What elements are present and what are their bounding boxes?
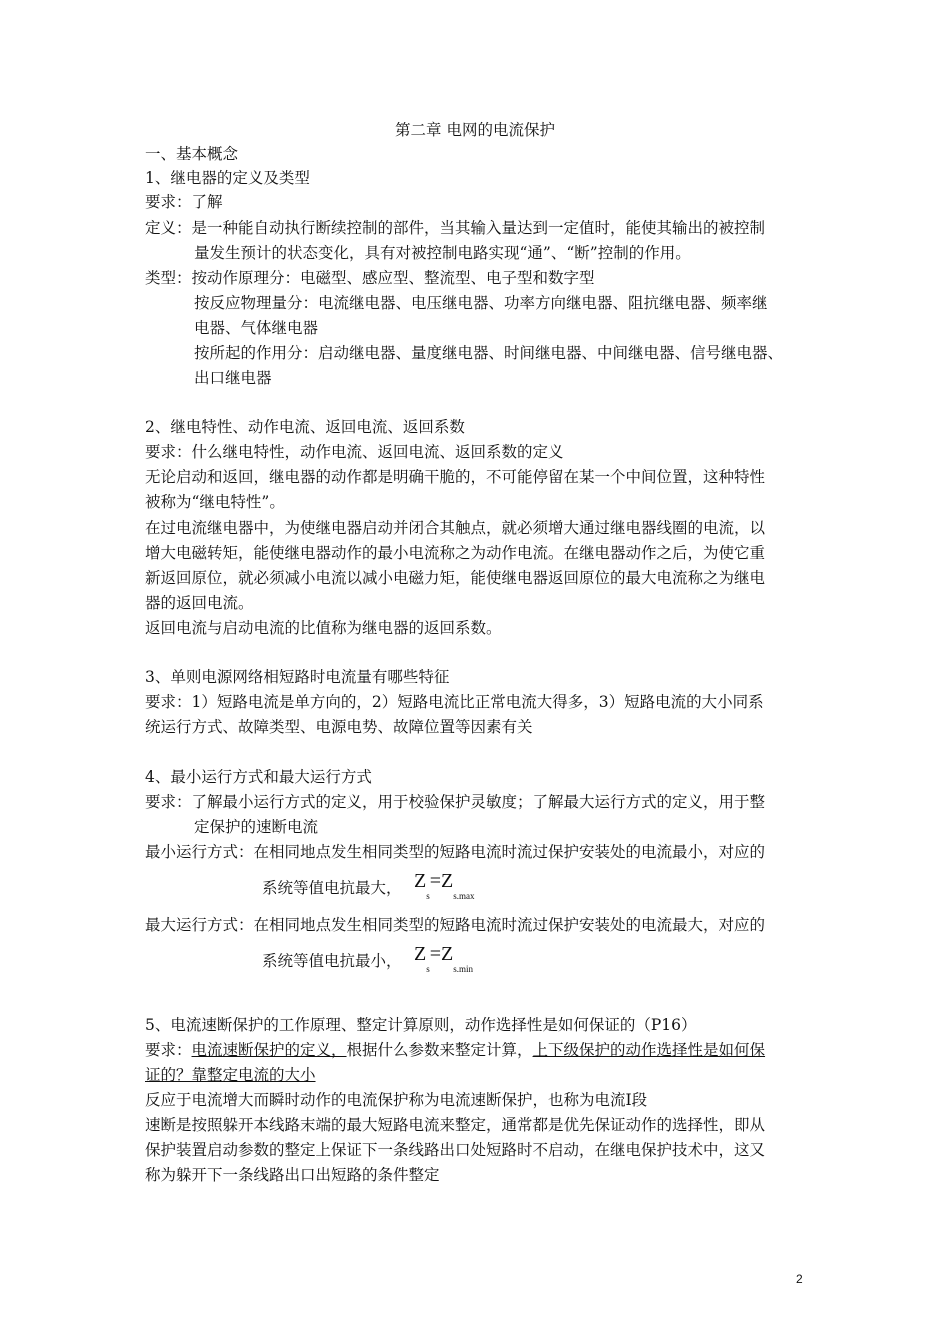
section-5-heading: 5、电流速断保护的工作原理、整定计算原则，动作选择性是如何保证的（P16） [145,1016,697,1034]
paragraph-line: 无论启动和返回，继电器的动作都是明确干脆的，不可能停留在某一个中间位置，这种特性 [145,468,766,486]
type-line-4: 按所起的作用分：启动继电器、量度继电器、时间继电器、中间继电器、信号继电器、 [194,344,784,362]
formula-equals: =Z [429,870,454,892]
formula-symbol: Z [414,870,427,892]
formula-zs-max [414,870,475,901]
min-mode-line-2: 系统等值电抗最大， [262,879,402,897]
section-basic-concepts: 一、基本概念 [145,145,239,163]
type-line-2: 按反应物理量分：电流继电器、电压继电器、功率方向继电器、阻抗继电器、频率继 [194,294,768,312]
section-3-requirement-2: 统运行方式、故障类型、电源电势、故障位置等因素有关 [145,718,533,736]
paragraph-line: 保护装置启动参数的整定上保证下一条线路出口处短路时不启动，在继电保护技术中，这又 [145,1141,766,1159]
paragraph-line: 新返回原位，就必须减小电流以减小电磁力矩，能使继电器返回原位的最大电流称之为继电 [145,569,766,587]
section-2-requirement: 要求：什么继电特性，动作电流、返回电流、返回系数的定义 [145,443,564,461]
definition-line-2: 量发生预计的状态变化，具有对被控制电路实现“通”、“断”控制的作用。 [194,244,691,262]
formula-zs-min [414,943,473,974]
section-4-heading: 4、最小运行方式和最大运行方式 [145,768,372,786]
page-number: 2 [796,1272,803,1286]
definition-line-1: 定义：是一种能自动执行断续控制的部件，当其输入量达到一定值时，能使其输出的被控制 [145,219,766,237]
max-mode-line-2: 系统等值电抗最小， [262,952,402,970]
paragraph-line: 在过电流继电器中，为使继电器启动并闭合其触点，就必须增大通过继电器线圈的电流，以 [145,519,766,537]
section-3-heading: 3、单则电源网络相短路时电流量有哪些特征 [145,668,450,686]
section-5-requirement-1 [145,1038,765,1062]
max-mode-line-1: 最大运行方式：在相同地点发生相同类型的短路电流时流过保护安装处的电流最大，对应的 [145,916,766,934]
paragraph-line: 速断是按照躲开本线路末端的最大短路电流来整定，通常都是优先保证动作的选择性，即从 [145,1116,766,1134]
paragraph-line: 称为躲开下一条线路出口出短路的条件整定 [145,1166,440,1184]
formula-symbol: Z [414,943,427,965]
req-underlined-2: 上下级保护的动作选择性是如何保 [532,1041,766,1059]
section-1-requirement: 要求：了解 [145,193,223,211]
section-1-heading: 1、继电器的定义及类型 [145,169,310,187]
req-plain: 根据什么参数来整定计算， [346,1041,533,1059]
type-line-5: 出口继电器 [194,369,272,387]
paragraph-line: 被称为“继电特性”。 [145,493,285,511]
section-4-requirement-1: 要求：了解最小运行方式的定义，用于校验保护灵敏度；了解最大运行方式的定义，用于整 [145,793,766,811]
section-5-requirement-2: 证的？靠整定电流的大小 [145,1066,316,1084]
req-underlined-1: 电流速断保护的定义， [191,1041,347,1059]
type-line-1: 类型：按动作原理分：电磁型、感应型、整流型、电子型和数字型 [145,269,595,287]
paragraph-line: 返回电流与启动电流的比值称为继电器的返回系数。 [145,619,502,637]
paragraph-line: 反应于电流增大而瞬时动作的电流保护称为电流速断保护，也称为电流Ⅰ段 [145,1091,648,1109]
section-2-heading: 2、继电特性、动作电流、返回电流、返回系数 [145,418,465,436]
formula-subscript: s.max [453,891,475,901]
formula-subscript: s.min [453,964,473,974]
formula-equals: =Z [429,943,454,965]
paragraph-line: 器的返回电流。 [145,594,254,612]
paragraph-line: 增大电磁转矩，能使继电器动作的最小电流称之为动作电流。在继电器动作之后，为使它重 [145,544,766,562]
req-label: 要求： [145,1041,192,1059]
section-4-requirement-2: 定保护的速断电流 [194,818,319,836]
chapter-title: 第二章 电网的电流保护 [395,121,555,139]
section-3-requirement-1: 要求：1）短路电流是单方向的，2）短路电流比正常电流大得多，3）短路电流的大小同系 [145,693,764,711]
formula-subscript: s [426,964,430,974]
min-mode-line-1: 最小运行方式：在相同地点发生相同类型的短路电流时流过保护安装处的电流最小，对应的 [145,843,766,861]
type-line-3: 电器、气体继电器 [194,319,319,337]
formula-subscript: s [426,891,430,901]
